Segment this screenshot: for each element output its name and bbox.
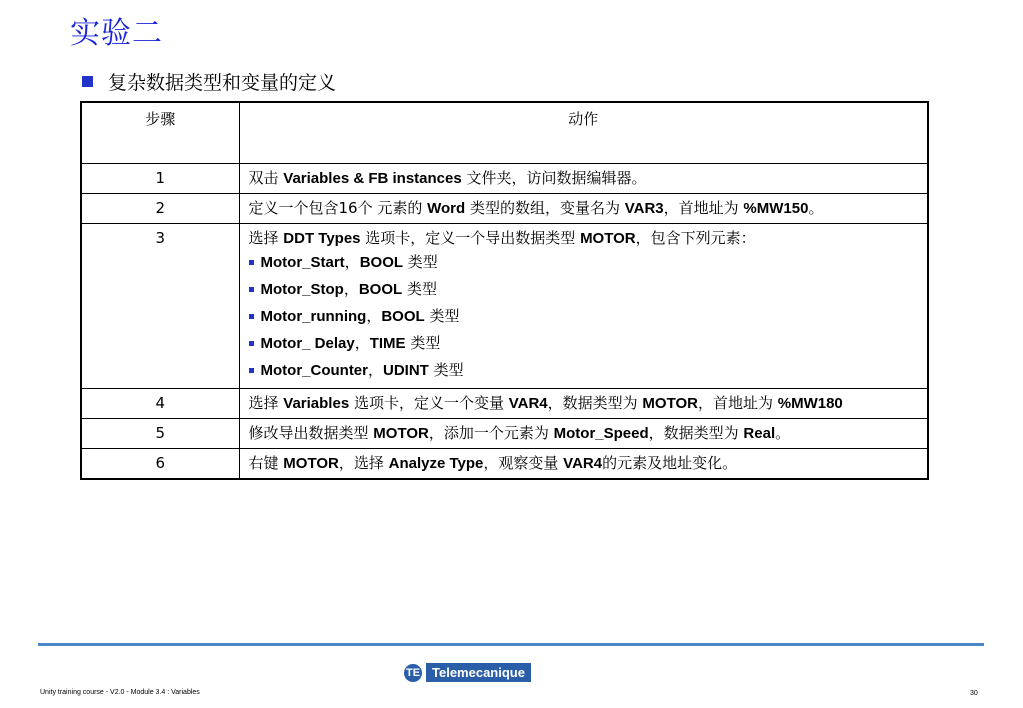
subtitle-text: 复杂数据类型和变量的定义	[108, 72, 337, 94]
step-action	[239, 449, 928, 480]
step-number: 3	[81, 224, 239, 389]
text-segment: ，	[354, 334, 370, 352]
element-list	[249, 249, 919, 384]
text-segment: Motor_Speed	[553, 425, 649, 442]
text-segment: Motor_running	[260, 308, 367, 325]
text-segment: ，	[366, 307, 382, 325]
table-row	[81, 224, 928, 389]
text-segment: ，	[368, 361, 384, 379]
square-bullet-icon	[249, 314, 254, 319]
footer-divider	[38, 643, 984, 646]
logo-text: Telemecanique	[426, 663, 531, 682]
text-segment: VAR4	[508, 395, 548, 412]
square-bullet-icon	[249, 341, 254, 346]
element-text	[261, 357, 464, 384]
text-segment: MOTOR	[580, 230, 636, 247]
telemecanique-mark-icon: TE	[404, 664, 422, 682]
header-step: 步骤	[81, 102, 239, 164]
square-bullet-icon	[249, 260, 254, 265]
text-segment: ，首地址为	[697, 394, 778, 412]
element-text	[261, 303, 460, 330]
table-row	[81, 164, 928, 194]
element-text	[261, 249, 438, 276]
text-segment: 类型	[424, 307, 460, 325]
action-text	[249, 423, 919, 444]
text-segment: Motor_Stop	[260, 281, 344, 298]
text-segment: UDINT	[383, 362, 429, 379]
text-segment: 类型	[405, 334, 441, 352]
text-segment: 定义一个包含16个 元素的	[248, 199, 428, 217]
step-action	[239, 419, 928, 449]
text-segment: BOOL	[381, 308, 425, 325]
text-segment: Variables	[283, 395, 350, 412]
text-segment: Real	[743, 425, 776, 442]
step-number: 5	[81, 419, 239, 449]
text-segment: Motor_Counter	[260, 362, 368, 379]
text-segment: ，添加一个元素为	[428, 424, 554, 442]
action-text	[249, 228, 919, 249]
slide-subtitle	[82, 68, 336, 95]
footer-course: Unity training course - V2.0 - Module 3.4 : Variables	[40, 689, 200, 696]
list-item	[249, 303, 919, 330]
step-action	[239, 164, 928, 194]
text-segment: 。	[775, 424, 791, 442]
text-segment: 类型	[403, 253, 438, 271]
text-segment: 类型	[428, 361, 464, 379]
step-number: 6	[81, 449, 239, 480]
step-number: 2	[81, 194, 239, 224]
text-segment: ，观察变量	[483, 454, 564, 472]
text-segment: 类型	[402, 280, 437, 298]
text-segment: VAR4	[563, 455, 603, 472]
text-segment: 类型的数组，变量名为	[465, 199, 625, 217]
text-segment: 选择	[248, 394, 284, 412]
list-item	[249, 276, 919, 303]
text-segment: 文件夹，访问数据编辑器。	[461, 169, 647, 187]
text-segment: ，数据类型为	[547, 394, 643, 412]
text-segment: 选项卡，定义一个变量	[349, 394, 509, 412]
page-number: 30	[970, 690, 978, 697]
text-segment: Word	[427, 200, 466, 217]
square-bullet-icon	[249, 287, 254, 292]
text-segment: ，	[343, 280, 359, 298]
text-segment: 双击	[248, 169, 284, 187]
text-segment: 。	[808, 199, 824, 217]
step-number: 1	[81, 164, 239, 194]
step-number: 4	[81, 389, 239, 419]
text-segment: %MW150	[743, 200, 809, 217]
action-text	[249, 198, 919, 219]
text-segment: BOOL	[358, 281, 403, 298]
square-bullet-icon	[249, 368, 254, 373]
text-segment: MOTOR	[373, 425, 429, 442]
slide-title: 实验二	[70, 16, 163, 51]
text-segment: ，数据类型为	[648, 424, 744, 442]
element-text	[261, 330, 441, 357]
element-text	[261, 276, 437, 303]
text-segment: 右键	[248, 454, 284, 472]
action-text	[249, 393, 919, 414]
text-segment: BOOL	[359, 254, 404, 271]
action-text	[249, 453, 919, 474]
text-segment: ，包含下列元素：	[635, 229, 756, 247]
text-segment: MOTOR	[283, 455, 339, 472]
list-item	[249, 330, 919, 357]
step-action	[239, 224, 928, 389]
text-segment: Variables & FB instances	[283, 170, 462, 187]
text-segment: 选择	[248, 229, 284, 247]
text-segment: 选项卡，定义一个导出数据类型	[360, 229, 581, 247]
step-action	[239, 194, 928, 224]
table-row	[81, 389, 928, 419]
list-item	[249, 249, 919, 276]
text-segment: Motor_ Delay	[260, 335, 355, 352]
text-segment: ，选择	[338, 454, 389, 472]
text-segment: %MW180	[777, 395, 843, 412]
header-action: 动作	[239, 102, 928, 164]
table-header-row	[81, 102, 928, 164]
text-segment: 的元素及地址变化。	[602, 454, 738, 472]
action-text	[249, 168, 919, 189]
step-action	[239, 389, 928, 419]
table-row	[81, 419, 928, 449]
list-item	[249, 357, 919, 384]
table-row	[81, 194, 928, 224]
text-segment: ，首地址为	[663, 199, 744, 217]
table-row	[81, 449, 928, 480]
text-segment: VAR3	[624, 200, 664, 217]
text-segment: Motor_Start	[260, 254, 345, 271]
telemecanique-logo	[404, 663, 531, 682]
text-segment: MOTOR	[642, 395, 698, 412]
text-segment: Analyze Type	[388, 455, 484, 472]
text-segment: DDT Types	[283, 230, 361, 247]
text-segment: ，	[344, 253, 360, 271]
text-segment: TIME	[369, 335, 406, 352]
square-bullet-icon	[82, 76, 93, 87]
steps-table	[80, 101, 929, 480]
text-segment: 修改导出数据类型	[248, 424, 374, 442]
